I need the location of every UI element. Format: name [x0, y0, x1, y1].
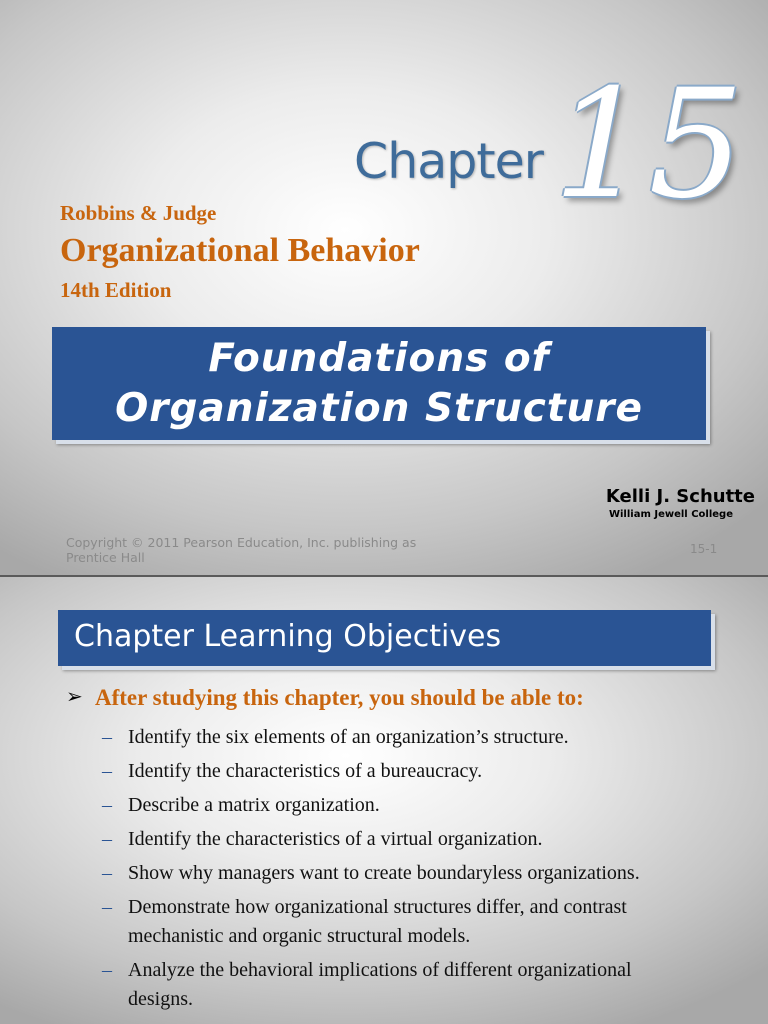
dash-icon: – — [102, 794, 112, 816]
objective-item — [102, 723, 662, 752]
objective-text: Demonstrate how organizational structures differ, and contrast mechanistic and organic structural models. — [128, 896, 627, 947]
dash-icon: – — [102, 896, 112, 918]
chapter-title-line-2: Organization Structure — [115, 385, 643, 431]
presenter-name: Kelli J. Schutte — [605, 486, 755, 507]
objective-item — [102, 893, 662, 951]
dash-icon: – — [102, 862, 112, 884]
objectives-list — [102, 723, 662, 1019]
objective-text: Identify the six elements of an organization’s structure. — [128, 726, 569, 748]
dash-icon: – — [102, 760, 112, 782]
objectives-lead: After studying this chapter, you should be able to: — [95, 685, 584, 710]
objective-text: Identify the characteristics of a virtual organization. — [128, 828, 543, 850]
chapter-number: 15 — [553, 58, 744, 232]
dash-icon: – — [102, 828, 112, 850]
presenter-college: William Jewell College — [608, 509, 733, 520]
book-authors: Robbins & Judge — [60, 201, 217, 225]
chapter-label: Chapter — [354, 133, 543, 190]
objective-item — [102, 825, 662, 854]
chapter-title-box — [52, 327, 706, 440]
objective-text: Identify the characteristics of a bureaucracy. — [128, 760, 483, 782]
objective-item — [102, 859, 662, 888]
objective-item — [102, 757, 662, 786]
slide-2 — [0, 577, 768, 1024]
slide-number: 15-1 — [690, 542, 718, 556]
book-edition: 14th Edition — [60, 278, 172, 302]
objective-text: Describe a matrix organization. — [128, 794, 380, 816]
objective-item — [102, 791, 662, 820]
dash-icon: – — [102, 959, 112, 981]
objectives-title: Chapter Learning Objectives — [74, 619, 502, 654]
book-title: Organizational Behavior — [60, 232, 420, 269]
objective-text: Analyze the behavioral implications of different organizational designs. — [128, 959, 632, 1010]
chapter-title — [115, 334, 643, 434]
objectives-title-box — [58, 610, 711, 666]
objective-item — [102, 956, 662, 1014]
copyright-notice: Copyright © 2011 Pearson Education, Inc. publishing as Prentice Hall — [66, 535, 417, 565]
arrow-bullet-icon: ➢ — [66, 684, 83, 708]
dash-icon: – — [102, 726, 112, 748]
objective-text: Show why managers want to create boundaryless organizations. — [128, 862, 640, 884]
chapter-title-line-1: Foundations of — [208, 335, 550, 381]
